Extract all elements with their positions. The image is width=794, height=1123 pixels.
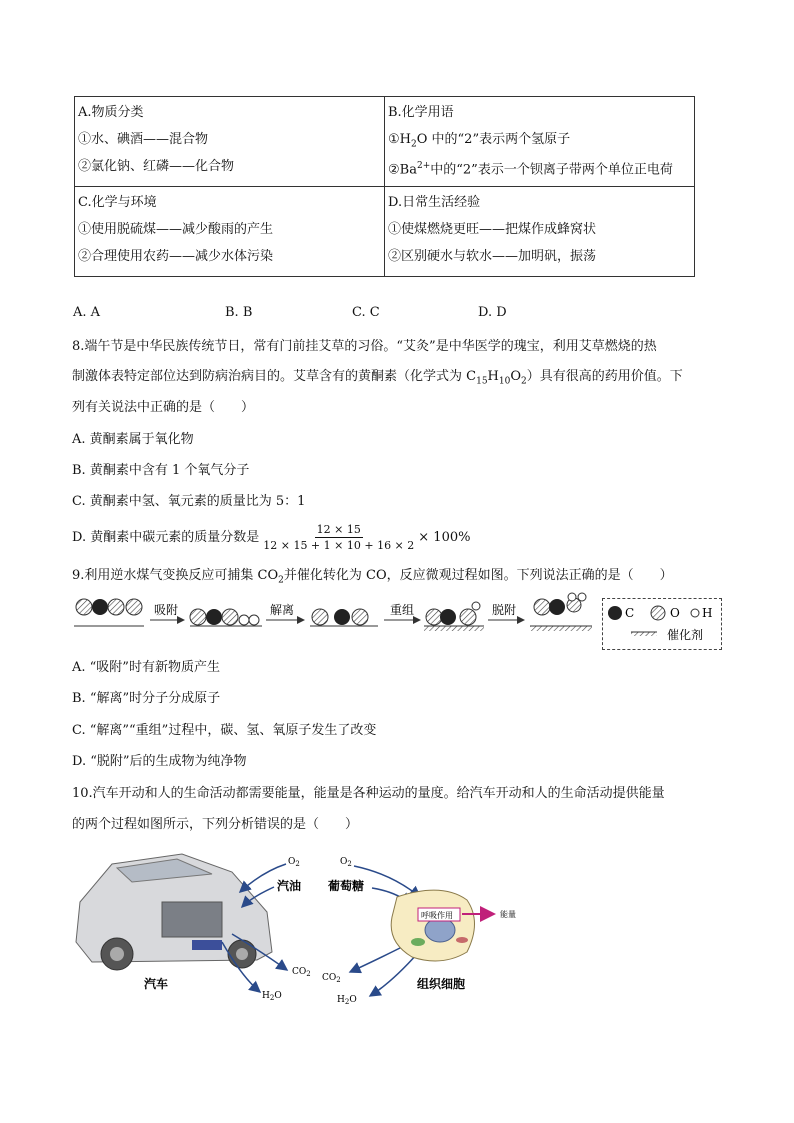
step-recombine: 重组 bbox=[390, 603, 415, 617]
mass-fraction-formula: $\frac{12 \times 15}{12 \times 15 + 1 \times 10 + 16 \times 2}$ bbox=[263, 523, 415, 552]
car-label: 汽车 bbox=[144, 977, 169, 991]
cell-a-line1: ①水、碘酒——混合物 bbox=[78, 132, 209, 147]
respiration-label: 呼吸作用 bbox=[421, 911, 453, 920]
q8-line3: 列有关说法中正确的是（ ） bbox=[72, 400, 255, 415]
choice-d[interactable]: D. D bbox=[478, 305, 507, 320]
cell-d-line1: ①使煤燃烧更旺——把煤作成蜂窝状 bbox=[388, 222, 597, 237]
legend-c: C bbox=[625, 606, 635, 620]
co2-label-cell: $CO_2$ bbox=[322, 973, 341, 984]
legend-h: H bbox=[702, 606, 713, 620]
cell-c-line1: ①使用脱硫煤——减少酸雨的产生 bbox=[78, 222, 274, 237]
cell-illustration bbox=[391, 890, 474, 961]
choice-b[interactable]: B. B bbox=[225, 305, 253, 320]
h2o-label-car: $H_2O$ bbox=[262, 991, 282, 1002]
carbon-atom-icon bbox=[608, 606, 622, 620]
co2-label-car: $CO_2$ bbox=[292, 967, 311, 978]
q7-options-table bbox=[74, 96, 695, 277]
catalyst-icon bbox=[631, 632, 657, 636]
q8-option-b[interactable]: B. 黄酮素中含有 1 个氧气分子 bbox=[72, 463, 250, 478]
q8-option-d[interactable]: D. 黄酮素中碳元素的质量分数是 $\frac{12 \times 15}{12 \times 15 + 1 \times 10 + 16 \times 2}$ × 100% bbox=[72, 523, 471, 552]
glucose-label: 葡萄糖 bbox=[328, 879, 365, 893]
q8-option-c[interactable]: C. 黄酮素中氢、氧元素的质量比为 5：1 bbox=[72, 494, 306, 509]
q10-line2: 的两个过程如图所示，下列分析错误的是（ ） bbox=[72, 817, 359, 832]
legend-o: O bbox=[670, 606, 680, 620]
q9-option-a[interactable]: A. “吸附”时有新物质产生 bbox=[72, 660, 220, 675]
reaction-process-diagram bbox=[72, 592, 602, 637]
step-dissociate: 解离 bbox=[270, 603, 295, 617]
cell-d-title: D.日常生活经验 bbox=[388, 195, 481, 210]
cell-label: 组织细胞 bbox=[417, 977, 466, 991]
energy-label: 能量 bbox=[500, 910, 516, 919]
oxygen-atom-icon bbox=[651, 606, 665, 620]
diagram-legend bbox=[602, 598, 722, 650]
fuel-label: 汽油 bbox=[277, 879, 302, 893]
q8-option-a[interactable]: A. 黄酮素属于氧化物 bbox=[72, 432, 194, 447]
q9-option-b[interactable]: B. “解离”时分子分成原子 bbox=[72, 691, 221, 706]
cell-d bbox=[385, 187, 695, 277]
step-adsorb: 吸附 bbox=[154, 603, 179, 617]
cell-c bbox=[75, 187, 385, 277]
cell-b bbox=[385, 97, 695, 187]
cell-b-line2: $②Ba^{2+}$中的“2”表示一个钡离子带两个单位正电荷 bbox=[388, 161, 673, 178]
cell-c-line2: ②合理使用农药——减少水体污染 bbox=[78, 249, 274, 264]
cell-d-line2: ②区别硬水与软水——加明矾，振荡 bbox=[388, 249, 597, 264]
cell-a-title: A.物质分类 bbox=[78, 105, 144, 120]
cell-a-line2: ②氯化钠、红磷——化合物 bbox=[78, 159, 235, 174]
o2-label-cell: $O_2$ bbox=[340, 857, 352, 868]
cell-b-title: B.化学用语 bbox=[388, 105, 454, 120]
cell-a bbox=[75, 97, 385, 187]
q9-option-d[interactable]: D. “脱附”后的生成物为纯净物 bbox=[72, 754, 247, 769]
q9-stem: 9.利用逆水煤气变换反应可捕集 $CO_2$并催化转化为 CO，反应微观过程如图。下列说法正确的是（ ） bbox=[72, 568, 673, 586]
choice-a[interactable]: A. A bbox=[73, 305, 101, 320]
q8-line2: 制激体表特定部位达到防病治病目的。艾草含有的黄酮素（化学式为 $C_{15}H_{10}O_2$）具有很高的药用价值。下 bbox=[72, 369, 683, 387]
q8-line1: 8.端午节是中华民族传统节日，常有门前挂艾草的习俗。“艾灸”是中华医学的瑰宝，利用艾草燃烧的热 bbox=[72, 339, 657, 354]
step-desorb: 脱附 bbox=[492, 603, 517, 617]
cell-c-title: C.化学与环境 bbox=[78, 195, 157, 210]
q9-option-c[interactable]: C. “解离”“重组”过程中，碳、氢、氧原子发生了改变 bbox=[72, 723, 377, 738]
cell-b-line1: $①H_2O$ 中的“2”表示两个氢原子 bbox=[388, 132, 571, 150]
legend-catalyst: 催化剂 bbox=[667, 628, 704, 642]
h2o-label-cell: $H_2O$ bbox=[337, 995, 357, 1006]
hydrogen-atom-icon bbox=[691, 609, 699, 617]
choice-c[interactable]: C. C bbox=[352, 305, 380, 320]
o2-label-car: $O_2$ bbox=[288, 857, 300, 868]
q10-line1: 10.汽车开动和人的生命活动都需要能量，能量是各种运动的量度。给汽车开动和人的生命活动提供能量 bbox=[72, 786, 665, 801]
car-illustration bbox=[76, 854, 272, 970]
energy-process-diagram bbox=[72, 842, 552, 1007]
